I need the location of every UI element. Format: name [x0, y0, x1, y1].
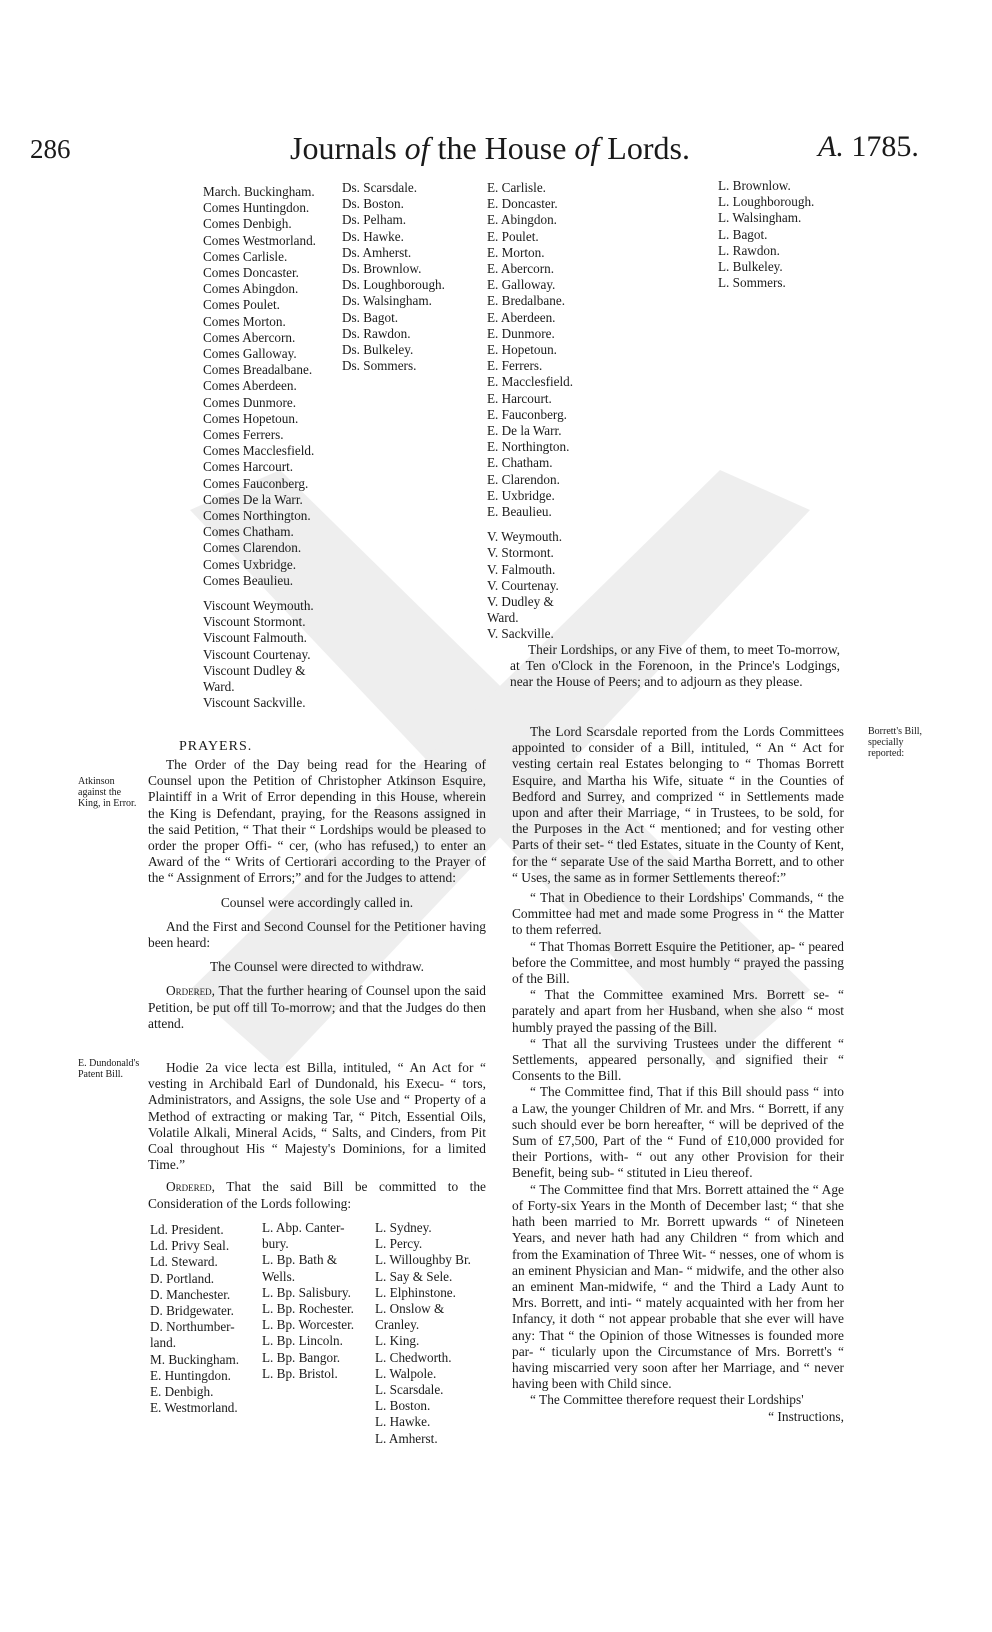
list-item: Comes Hopetoun. [203, 410, 299, 426]
list-item: L. Loughborough. [718, 194, 815, 210]
list-item: E. Beaulieu. [487, 504, 552, 520]
list-item: Viscount Weymouth. [203, 598, 314, 614]
list-item: Comes Aberdeen. [203, 378, 297, 394]
list-item: Comes Denbigh. [203, 216, 292, 232]
paragraph-counsel-called: Counsel were accordingly called in. [220, 894, 414, 910]
list-item: Ds. Pelham. [342, 212, 407, 228]
list-item: Ds. Sommers. [342, 358, 417, 374]
meeting-note: Their Lordships, or any Five of them, to meet To-morrow, at Ten o'Clock in the Forenoon, in the Prince's Lodgings, near the House of Peers; and to adjourn as they please. [510, 642, 840, 690]
list-item: Comes Macclesfield. [203, 443, 315, 459]
paragraph-atkinson: The Order of the Day being read for the Hearing of Counsel upon the Petition of Christopher Atkinson Esquire, Plaintiff in a Writ of Error depending in this House, wherein the King is Defendant, praying, for the Reasons assigned in the said Petition, “ That their “ Lordships would be pleased to order the proper Offi- “ cer, (who has refused,) to enter an Award of the “ Writs of Certiorari according to the Prayer of the “ Assignment of Errors;” and for the Judges to attend: [148, 757, 486, 886]
list-item: L. Bp. Salisbury. [262, 1284, 351, 1300]
list-item: Comes De la Warr. [203, 491, 303, 507]
paragraph-request-instructions: “ The Committee therefore request their Lordships' [530, 1392, 804, 1408]
list-item: D. Manchester. [150, 1286, 231, 1302]
list-item: Ld. Steward. [150, 1254, 218, 1270]
list-item: V. Weymouth. [487, 529, 563, 545]
list-item: Ds. Brownlow. [342, 261, 422, 277]
list-item: E. Ferrers. [487, 358, 543, 374]
list-item: Comes Westmorland. [203, 232, 316, 248]
list-item: Wells. [262, 1268, 295, 1284]
list-item: L. Bp. Worcester. [262, 1317, 355, 1333]
list-item: Ds. Scarsdale. [342, 180, 418, 195]
paragraph-dundonald-bill: Hodie 2a vice lecta est Billa, intituled, “ An Act for “ vesting in Archibald Earl of Dundonald, his Execu- “ tors, Administrators, and Assigns, the sole Use and “ Property of a Method of extracting or making Tar, “ Pitch, Essential Oils, Volatile Alkali, Mineral Acids, “ Salts, and Cinders, from Pit Coal throughout His “ Majesty's Dominions, for a limited Time.” [148, 1060, 486, 1173]
list-item: Comes Northington. [203, 508, 311, 524]
list-item: E. Northington. [487, 439, 570, 455]
list-item: E. Dunmore. [487, 325, 555, 341]
prayers-heading: PRAYERS. [179, 739, 253, 754]
list-bottom-col1 [150, 1222, 239, 1416]
list-item: Viscount Courtenay. [203, 646, 311, 662]
list-item: Comes Fauconberg. [203, 475, 309, 491]
list-item: March. Buckingham. [203, 184, 315, 199]
list-item: bury. [262, 1236, 289, 1252]
list-item: Comes Chatham. [203, 524, 294, 540]
list-item: Ward. [203, 679, 235, 695]
list-item: E. Galloway. [487, 277, 556, 293]
list-item: L. Amherst. [375, 1430, 438, 1446]
paragraph-children-deprived: “ The Committee find, That if this Bill should pass “ into a Law, the younger Children of Mr. and Mrs. “ Borrett, if any such should ever be born hereafter, “ will be deprived of the Sum of £7,500, Part of the “ Fund of £10,000 provided for their Portions, with- “ out any other Provision for their Benefit, being sub- “ stituted in Lieu thereof. [512, 1084, 844, 1181]
list-item: Comes Abercorn. [203, 329, 296, 345]
list-item: Ds. Hawke. [342, 228, 404, 244]
list-item: Viscount Stormont. [203, 614, 306, 630]
list-item: E. Poulet. [487, 228, 539, 244]
list-item: M. Buckingham. [150, 1351, 240, 1367]
list-item: D. Northumber- [150, 1319, 235, 1335]
list-item: Ds. Amherst. [342, 244, 412, 260]
catchword: “ Instructions, [768, 1408, 844, 1424]
list-item: Comes Abingdon. [203, 281, 299, 297]
list-bottom-col3 [375, 1220, 471, 1447]
list-item: L. Bulkeley. [718, 259, 783, 275]
list-item: V. Stormont. [487, 545, 554, 561]
list-item: E. Fauconberg. [487, 406, 567, 422]
list-item: E. Carlisle. [487, 180, 546, 195]
list-item: E. Chatham. [487, 455, 553, 471]
list-item: Comes Huntingdon. [203, 200, 310, 216]
list-item: Viscount Falmouth. [203, 630, 307, 646]
list-item: E. Clarendon. [487, 471, 560, 487]
list-item: L. Onslow & [375, 1301, 445, 1317]
list-item: E. Macclesfield. [487, 374, 574, 390]
list-item: E. Abercorn. [487, 261, 555, 277]
list-item: V. Dudley & [487, 594, 554, 610]
list-item: Ds. Loughborough. [342, 277, 445, 293]
list-item: L. Scarsdale. [375, 1382, 444, 1398]
left-column-text [148, 757, 486, 1212]
list-item: E. Morton. [487, 244, 545, 260]
list-top-col2 [342, 180, 445, 374]
list-item: E. Bredalbane. [487, 293, 565, 309]
running-title: Journals of the House of Lords. [290, 130, 690, 166]
list-top-col1 [203, 184, 316, 712]
list-top-col3 [487, 180, 573, 643]
margin-note-borrett: Borrett's Bill, specially reported: [868, 726, 923, 759]
list-item: L. Bp. Bristol. [262, 1365, 338, 1381]
list-item: Comes Carlisle. [203, 248, 288, 264]
list-item: Viscount Sackville. [203, 695, 306, 711]
list-item: E. Denbigh. [150, 1384, 214, 1400]
list-item: Comes Beaulieu. [203, 572, 294, 588]
paragraph-counsel-withdraw: The Counsel were directed to withdraw. [209, 959, 425, 975]
list-item: Ld. President. [150, 1222, 224, 1237]
margin-note-atkinson: Atkinson against the King, in Error. [78, 776, 137, 809]
list-item: E. Uxbridge. [487, 487, 555, 503]
margin-note-dundonald: E. Dundonald's Patent Bill. [78, 1058, 140, 1080]
list-item: land. [150, 1335, 177, 1351]
list-item: E. Huntingdon. [150, 1367, 231, 1383]
list-item: L. Percy. [375, 1236, 423, 1252]
paragraph-counsel-heard: And the First and Second Counsel for the Petitioner having been heard: [148, 918, 486, 951]
list-item: L. Chedworth. [375, 1349, 452, 1365]
list-item: Ds. Bulkeley. [342, 342, 414, 358]
paragraph-scarsdale-report: The Lord Scarsdale reported from the Lords Committees appointed to consider of a Bill, intituled, “ An “ Act for vesting certain real Estates belonging to “ Thomas Borrett Esquire, and Martha his Wife, situate “ in the Counties of Bedford and Surrey, and comprized “ in Settlements made upon and after their Marriage, “ in Trustees, to be sold, for the Purposes in the Act “ mentioned; and for vesting other Parts of their set- “ tled Estates, situate in the County of Kent, for the “ separate Use of the said Martha Borrett, and to other “ Uses, the same as in former Settlements thereof:” [512, 724, 844, 885]
list-item: Viscount Dudley & [203, 662, 306, 678]
list-item: Comes Poulet. [203, 297, 280, 313]
list-item: L. King. [375, 1333, 420, 1349]
list-item: Comes Morton. [203, 313, 286, 329]
list-item: Comes Galloway. [203, 346, 297, 362]
list-item: Ds. Boston. [342, 196, 404, 212]
list-item: Comes Dunmore. [203, 394, 297, 410]
paragraph-petitioner-appeared: “ That Thomas Borrett Esquire the Petitioner, ap- “ peared before the Committee, and most humbly “ prayed the passing of the Bill. [512, 938, 844, 987]
list-item: L. Sydney. [375, 1220, 432, 1235]
list-item: L. Bagot. [718, 226, 768, 242]
list-top-col4 [718, 178, 814, 291]
list-item: Comes Harcourt. [203, 459, 294, 475]
list-item: L. Rawdon. [718, 242, 780, 258]
list-item: Ds. Bagot. [342, 309, 399, 325]
list-item: E. Westmorland. [150, 1400, 238, 1416]
list-item: V. Falmouth. [487, 561, 556, 577]
list-item: L. Boston. [375, 1398, 431, 1414]
paragraph-committee-met: “ That in Obedience to their Lordships' Commands, “ the Committee had met and made some Progress in “ the Matter to them referred. [512, 890, 844, 938]
list-bottom-col2 [262, 1220, 354, 1382]
list-item: Comes Uxbridge. [203, 556, 297, 572]
list-item: L. Say & Sele. [375, 1268, 453, 1284]
list-item: Ward. [487, 610, 519, 626]
list-item: L. Bp. Bangor. [262, 1349, 341, 1365]
list-item: Comes Doncaster. [203, 265, 299, 281]
list-item: L. Hawke. [375, 1414, 431, 1430]
list-item: E. De la Warr. [487, 423, 562, 439]
list-item: L. Sommers. [718, 275, 786, 291]
list-item: E. Abingdon. [487, 212, 557, 228]
page-number: 286 [30, 134, 71, 164]
running-year: A. 1785. [818, 130, 919, 163]
list-item: L. Walpole. [375, 1365, 437, 1381]
list-item: Ds. Walsingham. [342, 293, 432, 309]
list-item: D. Portland. [150, 1270, 215, 1286]
list-item: L. Bp. Bath & [262, 1252, 338, 1268]
paragraph-witnesses: “ The Committee find that Mrs. Borrett attained the “ Age of Forty-six Years in the Month of December last; “ that she hath been married to Mr. Borrett upwards “ of Nineteen Years, and never hath had any Children “ from which and from the Examination of Three Wit- “ nesses, one of whom is an eminent Physician and Man- “ midwife, and the other also an eminent Man-midwife, “ and the Third a Lady Aunt to Mrs. Borrett, and inti- “ mately acquainted with her from her Infancy, it doth “ not appear probable that she ever will have any: That “ the Opinion of those Witnesses is founded more par- “ ticularly upon the Circumstance of Mrs. Borrett's “ having miscarried very soon after her Marriage, and “ never having been with Child since. [512, 1181, 844, 1392]
list-item: Comes Ferrers. [203, 427, 284, 443]
list-item: Cranley. [375, 1317, 420, 1333]
list-item: L. Walsingham. [718, 210, 802, 226]
list-item: L. Elphinstone. [375, 1284, 456, 1300]
list-item: E. Aberdeen. [487, 309, 556, 325]
list-item: L. Abp. Canter- [262, 1220, 345, 1235]
list-item: V. Sackville. [487, 626, 554, 642]
paragraph-mrs-borrett-examined: “ That the Committee examined Mrs. Borrett se- “ parately and apart from her Husband, when she also “ most humbly prayed the passing of the Bill. [512, 987, 844, 1035]
list-item: Comes Clarendon. [203, 540, 302, 556]
list-item: Ld. Privy Seal. [150, 1238, 230, 1254]
list-item: Comes Breadalbane. [203, 362, 313, 378]
list-item: D. Bridgewater. [150, 1303, 234, 1319]
right-column-text [512, 724, 844, 1425]
list-item: L. Bp. Rochester. [262, 1301, 354, 1317]
list-item: E. Doncaster. [487, 196, 558, 212]
list-item: L. Brownlow. [718, 178, 791, 193]
list-item: L. Bp. Lincoln. [262, 1333, 343, 1349]
list-item: Ds. Rawdon. [342, 325, 411, 341]
list-item: L. Willoughby Br. [375, 1252, 471, 1268]
paragraph-ordered-hearing: Ordered, That the further hearing of Counsel upon the said Petition, be put off till To-morrow; and that the Judges do then attend. [148, 983, 486, 1031]
list-item: V. Courtenay. [487, 577, 559, 593]
paragraph-trustees-consent: “ That all the surviving Trustees under the different “ Settlements, appeared personally, and signified their “ Consents to the Bill. [512, 1035, 844, 1084]
list-item: E. Hopetoun. [487, 342, 557, 358]
paragraph-ordered-committed: Ordered, That the said Bill be committed to the Consideration of the Lords following: [148, 1179, 486, 1211]
list-item: E. Harcourt. [487, 390, 552, 406]
